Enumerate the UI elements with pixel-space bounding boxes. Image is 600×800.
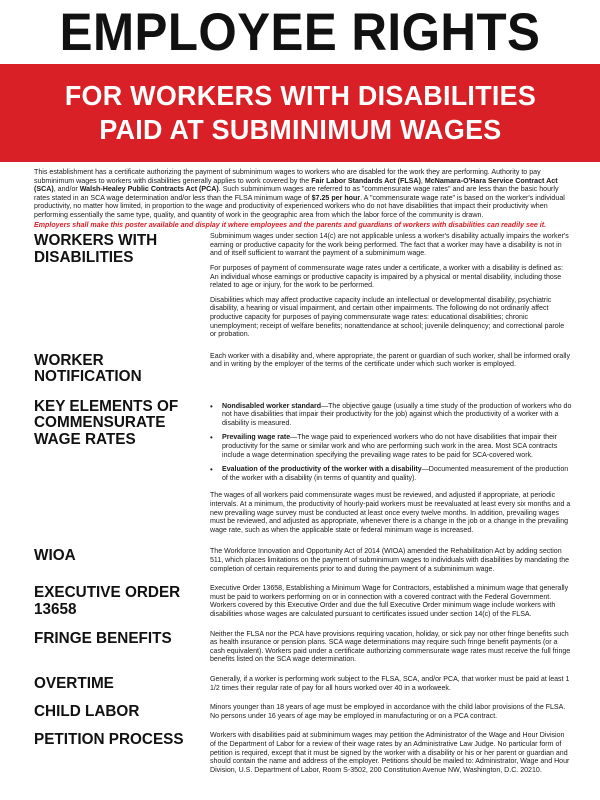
sca-text: McNamara-O'Hara Service Contract Act (SCA)	[34, 176, 558, 194]
section-workers-with-disabilities	[0, 233, 600, 340]
bullet-dot-icon: •	[210, 401, 213, 411]
section-heading: PETITION PROCESS	[34, 731, 184, 749]
banner-line-2: PAID AT SUBMINIMUM WAGES	[98, 114, 502, 145]
banner-line-1: FOR WORKERS WITH DISABILITIES	[64, 80, 536, 111]
red-banner	[0, 64, 600, 162]
section-body: Subminimum wages under section 14(c) are not applicable unless a worker's disability actually impairs the worker's earning or productive capacity for the work being performed. The fact that a worker may have a disability is not in and of itself sufficient to warrant the payment of a subminimum wage. For purposes of payment of commensurate wage rates under a certificate, a worker with a disability is defined as: An individual whose earnings or productive capacity is impaired by a physical or mental disability, including those related to age or injury, for the work to be performed. Disabilities which may affect productive capacity include an intellectual or developmental disability, psychiatric disability, a hearing or visual impairment, and certain other impairments. The following do not ordinarily affect productive capacity for purposes of paying commensurate wage rates: educational disabilities; chronic unemployment; receipt of welfare benefits; nonattendance at school; juvenile delinquency; and correctional parole or probation.	[210, 233, 569, 339]
bullet-item: • Prevailing wage rate—The wage paid to experienced workers who do not have disabilities that impair their productivity for the same or similar work and who are performing such work in the area. Most SCA contracts include a wage determination specifying the prevailing wage rates to be paid for SCA-covered work.	[210, 433, 558, 459]
section-heading: WORKER NOTIFICATION	[34, 351, 142, 386]
display-notice: Employers shall make this poster available and display it where employees and the parents and guardians of workers with disabilities can readily see it.	[34, 220, 547, 229]
section-worker-notification	[0, 353, 600, 386]
section-body: Each worker with a disability and, where appropriate, the parent or guardian of such worker, shall be informed orally and in writing by the employer of the terms of the certificate under which such worker is employed.	[210, 352, 570, 369]
section-body: • Nondisabled worker standard—The objective gauge (usually a time study of the production of workers who do not have disabilities that impair their productivity for the job) against which the productivity of a worker with a disability is measured. • Prevailing wage rate—The wage paid to experienced workers who do not have disabilities that impair their productivity for the same or similar work and who are performing such work in the area. Most SCA contracts include a wage determination specifying the prevailing wage rates to be paid for SCA-covered work. • Evaluation of the productivity of the worker with a disability—Documented measurement of the production of the worker with a disability (in terms of quantity and quality). The wages of all workers paid commensurate wages must be reviewed, and adjusted if appropriate, at periodic intervals. At a minimum, the productivity of hourly-paid workers must be reevaluated at least every six months and a new prevailing wage survey must be conducted at least once every twelve months. In addition, prevailing wages must be reviewed, and adjusted as appropriate, whenever there is a change in the job or a change in the prevailing wage rate, such as when the applicable state or federal minimum wage is increased.	[210, 401, 572, 534]
poster-title: EMPLOYEE RIGHTS	[59, 2, 541, 62]
section-overtime	[0, 676, 600, 693]
bullet-dot-icon: •	[210, 433, 213, 443]
section-body: The Workforce Innovation and Opportunity Act of 2014 (WIOA) amended the Rehabilitation Act by adding section 511, which places limitations on the payment of subminimum wages to individuals with disabilities by mandating the completion of certain requirements prior to and during the payment of a subminimum wage.	[210, 548, 570, 573]
section-wioa	[0, 548, 600, 574]
section-heading: FRINGE BENEFITS	[34, 629, 172, 647]
section-petition-process	[0, 732, 600, 775]
section-body: Executive Order 13658, Establishing a Minimum Wage for Contractors, established a minimum wage that generally must be paid to workers performing on or in connection with a covered contract with the Federal Government. Workers covered by this Executive Order and due the full Executive Order minimum wage include workers with disabilities whose wages are calculated pursuant to certificates issued under section 14(c) of the FLSA.	[210, 585, 569, 618]
bullet-dot-icon: •	[210, 465, 213, 475]
section-heading: WORKERS WITH DISABILITIES	[34, 232, 158, 266]
pca-text: Walsh-Healey Public Contracts Act (PCA)	[79, 185, 219, 194]
section-child-labor	[0, 704, 600, 721]
bullet-item: • Evaluation of the productivity of the worker with a disability—Documented measurement of the production of the worker with a disability (in terms of quantity and quality).	[210, 465, 569, 482]
section-heading: EXECUTIVE ORDER 13658	[34, 584, 181, 618]
bullet-item: • Nondisabled worker standard—The objective gauge (usually a time study of the production of workers who do not have disabilities that impair their productivity for the job) against which the productivity of a worker with a disability is measured.	[210, 401, 572, 427]
section-heading: WIOA	[34, 547, 76, 565]
section-heading: OVERTIME	[34, 674, 114, 692]
section-body: Workers with disabilities paid at subminimum wages may petition the Administrator of the Wage and Hour Division of the Department of Labor for a review of their wage rates by an Administrative Law Judge. No particular form of petition is required, except that it must be signed by the worker with a disability or his or her parent or guardian and should contain the name and address of the employer. Petitions should be mailed to: Administrator, Wage and Hour Division, U.S. Department of Labor, Room S-3502, 200 Constitution Avenue NW, Washington, D.C. 20210.	[210, 732, 570, 774]
section-executive-order	[0, 585, 600, 619]
section-heading: KEY ELEMENTS OF COMMENSURATE WAGE RATES	[34, 397, 179, 448]
section-key-elements	[0, 399, 600, 536]
minimum-wage-value: $7.25 per hour	[311, 193, 361, 202]
section-body: Neither the FLSA nor the PCA have provisions requiring vacation, holiday, or sick pay nor other fringe benefits such as health insurance or pension plans. SCA wage determinations may require such fringe benefit payments (or a cash equivalent). Workers paid under a certificate authorizing commensurate wage rates must receive the full fringe benefits listed on the SCA wage determination.	[210, 630, 571, 664]
flsa-link-text: Fair Labor Standards Act (FLSA)	[311, 176, 421, 185]
section-fringe-benefits	[0, 631, 600, 665]
section-body: Minors younger than 18 years of age must be employed in accordance with the child labor provisions of the FLSA. No persons under 16 years of age may be employed in manufacturing or on a PCA contract.	[210, 704, 566, 720]
section-body: Generally, if a worker is performing work subject to the FLSA, SCA, and/or PCA, that worker must be paid at least 1 1/2 times their regular rate of pay for all hours worked over 40 in a workweek.	[210, 675, 570, 692]
section-heading: CHILD LABOR	[34, 703, 140, 721]
intro-paragraph: This establishment has a certificate authorizing the payment of subminimum wages to workers who are disabled for the work they are performing. Authority to pay subminimum wages to workers with disabilities generally applies to work covered by the Fair Labor Standards Act (FLSA), McNamara-O'Hara Service Contract Act (SCA), and/or Walsh-Healey Public Contracts Act (PCA). Such subminimum wages are referred to as "commensurate wage rates" and are less than the basic hourly rates stated in an SCA wage determination and/or less than the FLSA minimum wage of $7.25 per hour. A "commensurate wage rate" is based on the worker's individual productivity, no matter how limited, in proportion to the wage and productivity of experienced workers who do not have disabilities that impact their productivity when performing essentially the same type, quality, and quantity of work in the geographic area from which the labor force of the community is drawn. Employers shall make this poster available and display it where employees and the parents and guardians of workers with disabilities can readily see it.	[0, 162, 600, 229]
